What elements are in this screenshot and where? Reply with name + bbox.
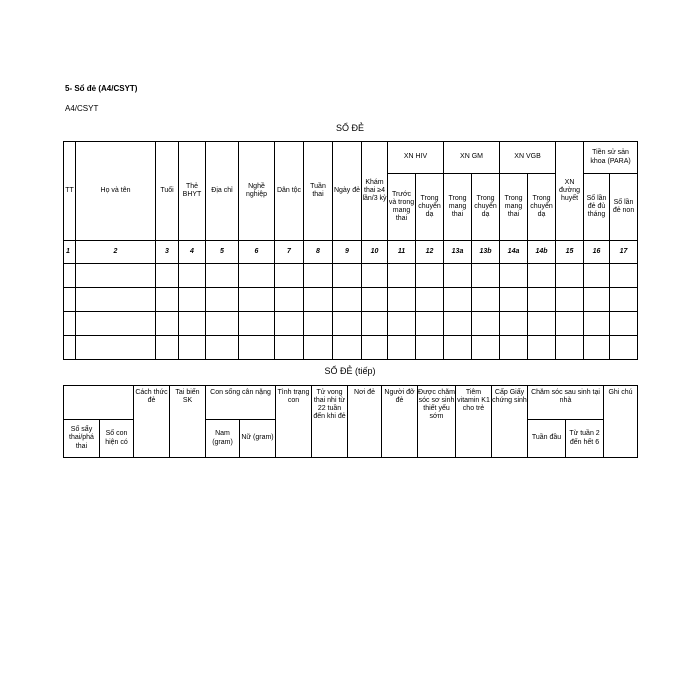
header-ngay-de: Ngày đẻ — [333, 142, 362, 241]
header-xn-duong-huyet: XN đường huyết — [556, 142, 584, 241]
col-number: 10 — [362, 241, 388, 264]
header-tuan-dau: Tuần đầu — [528, 420, 566, 458]
form-code: A4/CSYT — [65, 104, 99, 113]
col-number: 9 — [333, 241, 362, 264]
header-duoc-cham-soc: Được chăm sóc sơ sinh thiết yếu sớm — [418, 386, 456, 458]
header-tinh-trang-con: Tình trạng con — [276, 386, 312, 458]
col-number: 7 — [275, 241, 304, 264]
header-dan-toc: Dân tộc — [275, 142, 304, 241]
birth-register-table — [63, 141, 638, 360]
header-hiv-trong: Trong chuyển dạ — [416, 174, 444, 241]
section-title: 5- Sổ đẻ (A4/CSYT) — [65, 84, 138, 93]
header-gm-chuyen: Trong chuyển dạ — [472, 174, 500, 241]
table1-title: SỔ ĐẺ — [335, 123, 364, 133]
table-row[interactable] — [64, 264, 638, 288]
table2-title: SỔ ĐẺ (tiếp) — [324, 366, 376, 376]
header-lan-de-non: Số lần đẻ non — [610, 174, 638, 241]
header-tu-tuan-2: Từ tuần 2 đến hết 6 — [566, 420, 604, 458]
header-tiem-vitamin: Tiêm vitamin K1 cho trẻ — [456, 386, 492, 458]
header-vgb-mang: Trong mang thai — [500, 174, 528, 241]
header-lan-de-du-thang: Số lần đẻ đủ tháng — [584, 174, 610, 241]
col-number: 13b — [472, 241, 500, 264]
header-cap-giay: Cấp Giấy chứng sinh — [492, 386, 528, 458]
header-dia-chi: Địa chỉ — [206, 142, 239, 241]
header-tt: TT — [64, 142, 76, 241]
col-number: 11 — [388, 241, 416, 264]
header-xn-gm: XN GM — [444, 142, 500, 174]
header-noi-de: Nơi đẻ — [348, 386, 382, 458]
col-number: 5 — [206, 241, 239, 264]
col-number: 14a — [500, 241, 528, 264]
header-kham-thai: Khám thai ≥4 lần/3 kỳ — [362, 142, 388, 241]
header-ho-ten: Họ và tên — [76, 142, 156, 241]
table-row[interactable] — [64, 312, 638, 336]
header-nu: Nữ (gram) — [240, 420, 276, 458]
header-nguoi-do-de: Người đỡ đẻ — [382, 386, 418, 458]
header-tu-vong: Tử vong thai nhi từ 22 tuần đến khi đẻ — [312, 386, 348, 458]
col-number: 17 — [610, 241, 638, 264]
col-number: 6 — [239, 241, 275, 264]
header-so-say-thai: Số sẩy thai/phá thai — [64, 420, 100, 458]
header-nam: Nam (gram) — [206, 420, 240, 458]
col-number: 8 — [304, 241, 333, 264]
header-tien-su: Tiền sử sản khoa (PARA) — [584, 142, 638, 174]
col-number: 3 — [156, 241, 179, 264]
header-so-con-hien-co: Số con hiện có — [100, 420, 134, 458]
header-the-bhyt: Thẻ BHYT — [179, 142, 206, 241]
col-number: 16 — [584, 241, 610, 264]
header-vgb-chuyen: Trong chuyển dạ — [528, 174, 556, 241]
header-nghe-nghiep: Nghề nghiệp — [239, 142, 275, 241]
table-row[interactable] — [64, 336, 638, 360]
header-hiv-truoc: Trước và trong mang thai — [388, 174, 416, 241]
header-tai-bien: Tai biến SK — [170, 386, 206, 458]
col-number: 14b — [528, 241, 556, 264]
header-ghi-chu: Ghi chú — [604, 386, 638, 458]
header-cach-thuc-de: Cách thức đẻ — [134, 386, 170, 458]
header-xn-hiv: XN HIV — [388, 142, 444, 174]
header-gm-mang: Trong mang thai — [444, 174, 472, 241]
header-tuan-thai: Tuần thai — [304, 142, 333, 241]
birth-register-continued-table — [63, 385, 638, 458]
header-con-song: Con sống cân nặng — [206, 386, 276, 420]
header-cham-soc-sau-sinh: Chăm sóc sau sinh tại nhà — [528, 386, 604, 420]
col-number: 12 — [416, 241, 444, 264]
table-row[interactable] — [64, 288, 638, 312]
col-number: 1 — [64, 241, 76, 264]
col-number: 15 — [556, 241, 584, 264]
col-number: 13a — [444, 241, 472, 264]
header-xn-vgb: XN VGB — [500, 142, 556, 174]
header-tuoi: Tuổi — [156, 142, 179, 241]
col-number: 2 — [76, 241, 156, 264]
col-number: 4 — [179, 241, 206, 264]
